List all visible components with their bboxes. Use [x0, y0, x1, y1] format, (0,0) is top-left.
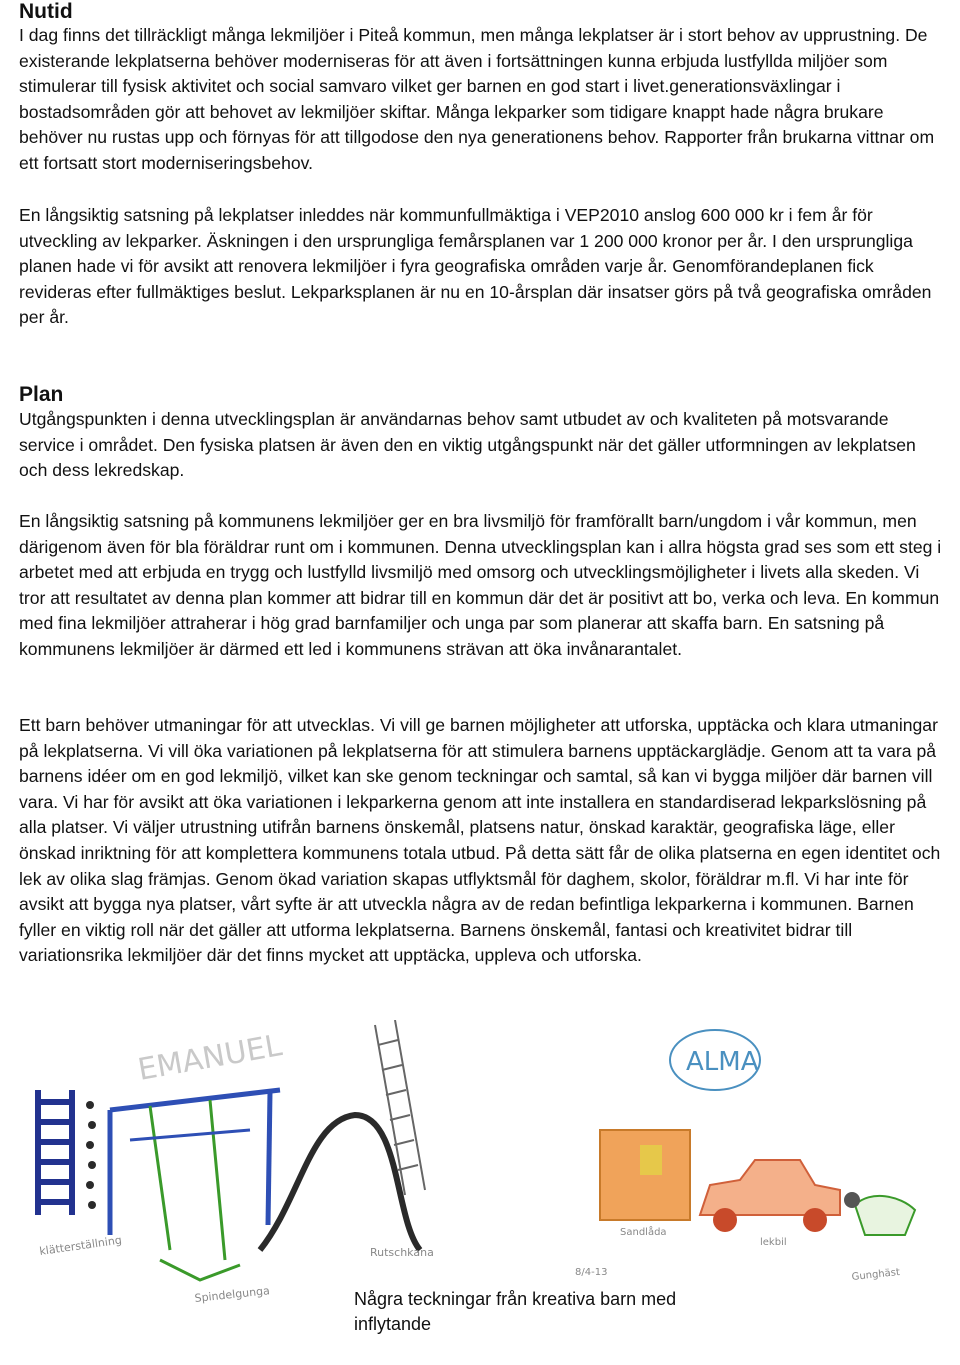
- drawing-name-emanuel: EMANUEL: [135, 1028, 285, 1088]
- drawing-label-car: lekbil: [760, 1237, 787, 1248]
- dots-sketch: [86, 1101, 96, 1209]
- rocking-horse-sketch: [855, 1196, 915, 1235]
- paragraph-nutid-2: En långsiktig satsning på lekplatser inleddes när kommunfullmäktiga i VEP2010 anslog 600 000 kr i fem år för utveckling av lekparker. Äskningen i den ursprungliga femårsplanen var 1 200 000 kronor per år. I den ursprungliga planen hade vi för avsikt att renovera lekmiljöer i fyra geografiska områden varje år. Genomförandeplanen fick revideras efter fullmäktiges beslut. Lekparksplanen är nu en 10-årsplan där insatser görs på två geografiska områden per år.: [19, 205, 932, 328]
- car-wheel-front: [713, 1208, 737, 1232]
- drawing-label-spider-swing: Spindelgunga: [193, 1284, 271, 1305]
- drawing-alma: [575, 1030, 915, 1283]
- drawing-label-climbing-frame: klätterställning: [38, 1233, 123, 1258]
- car-sketch: [700, 1160, 840, 1215]
- ladder-sketch: [375, 1020, 425, 1195]
- paragraph-nutid-1: I dag finns det tillräckligt många lekmiljöer i Piteå kommun, men många lekplatser är i stort behov av upprustning. De existerande lekplatserna behöver moderniseras för att även i fortsättningen kunna erbjuda lustfyllda miljöer som stimulerar till fysisk aktivitet och social samvaro vilket ger barnen en god start i livet.generationsväxlingar i bostadsområden gör att behovet av lekmiljöer skiftar. Många lekparker som tidigare knappt hade några brukare behöver nu rustas upp och förnyas för att tillgodose den nya generationens behov. Rapporter från brukarna vittnar om ett fortsatt stort moderniseringsbehov.: [19, 25, 935, 173]
- drawing-name-alma: ALMA: [686, 1047, 759, 1077]
- drawing-emanuel: [38, 1020, 434, 1305]
- drawing-date: 8/4-13: [575, 1267, 608, 1278]
- section-heading-nutid: Nutid: [19, 0, 73, 23]
- drawing-label-sandbox: Sandlåda: [620, 1227, 667, 1238]
- rocking-horse-head: [844, 1192, 860, 1208]
- swing-ropes-sketch: [130, 1100, 250, 1280]
- paragraph-plan-3: Ett barn behöver utmaningar för att utvecklas. Vi vill ge barnen möjligheter att utforska, upptäcka och klara utmaningar på lekplatserna. Vi vill öka variationen på lekplatserna för att stimulera barnens upptäckarglädje. Genom att ta vara på barnens idéer om en god lekmiljö, vilket kan ske genom teckningar och samtal, så kan vi bygga miljöer där barnen vill vara. Vi har för avsikt att öka variationen i lekparkerna genom att inte installera en standardiserad lekparkslösning på alla platser. Vi väljer utrustning utifrån barnens önskemål, platsens natur, önskad karaktär, geografiska läge, eller önskad inriktning för att komplettera kommunens totala utbud. På detta sätt får de olika platserna en egen identitet och lek av olika slag främjas. Genom ökad variation skapas utflyktsmål för daghem, skolor, föräldrar m.fl. Vi har inte för avsikt att bygga nya platser, vårt syfte är att utveckla några av de redan befintliga lekparkerna i kommunen. Barnen fyller en viktig roll när det gäller att utforma lekplatserna. Barnens önskemål, fantasi och kreativitet bidrar till variationsrika lekmiljöer där det finns mycket att upptäcka, uppleva och utforska.: [19, 715, 941, 966]
- slide-sketch: [260, 1115, 420, 1250]
- paragraph-plan-2: En långsiktig satsning på kommunens lekmiljöer ger en bra livsmiljö för framförallt barn/ungdom i vår kommun, men därigenom även för bla föräldrar runt om i kommunen. Denna utvecklingsplan kan i allra högsta grad ses som ett steg i arbetet med att erbjuda en trygg och lustfylld livsmiljö med omsorg och utvecklingsmöjligheter i livets alla skeden. Vi tror att resultatet av denna plan kommer att bidrar till en kommun där det är positivt att bo, verka och leva. En kommun med fina lekmiljöer attraherar i hög grad barnfamiljer och unga par som planerar att skaffa barn. En satsning på kommunens lekmiljöer är därmed ett led i kommunens strävan att öka invånarantalet.: [19, 511, 942, 659]
- sandbox-toy-sketch: [640, 1145, 662, 1175]
- drawing-label-slide: Rutschkana: [370, 1246, 434, 1259]
- drawing-label-rocking-horse: Gunghäst: [851, 1266, 901, 1283]
- car-wheel-rear: [803, 1208, 827, 1232]
- drawings-caption: Några teckningar från kreativa barn med inflytande: [354, 1289, 677, 1334]
- climbing-frame-sketch: [38, 1090, 72, 1215]
- paragraph-plan-1: Utgångspunkten i denna utvecklingsplan är användarnas behov samt utbudet av och kvaliteten på motsvarande service i området. Den fysiska platsen är även den en viktig utgångspunkt när det gäller utformningen av lekplatsen och dess lekredskap.: [19, 409, 916, 481]
- swing-frame-sketch: [110, 1090, 280, 1235]
- section-heading-plan: Plan: [19, 383, 64, 406]
